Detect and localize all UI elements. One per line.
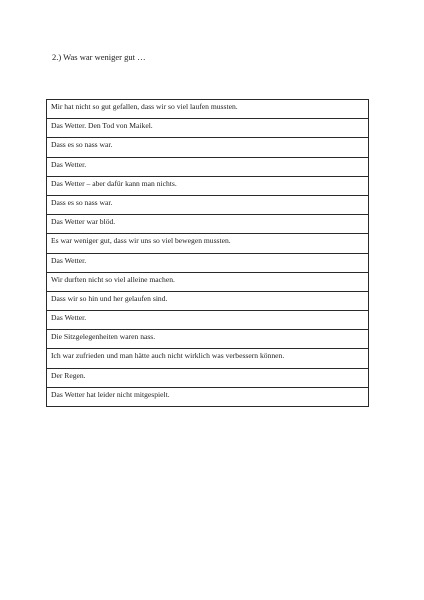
table-row xyxy=(47,176,369,195)
table-row xyxy=(47,119,369,138)
table-row xyxy=(47,100,369,119)
question-heading: 2.) Was war weniger gut … xyxy=(52,52,146,62)
answer-cell: Mir hat nicht so gut gefallen, dass wir so viel laufen mussten. xyxy=(47,100,369,119)
answer-cell: Die Sitzgelegenheiten waren nass. xyxy=(47,330,369,349)
answers-table-body xyxy=(47,100,369,407)
table-row xyxy=(47,387,369,406)
table-row xyxy=(47,253,369,272)
table-row xyxy=(47,291,369,310)
answer-cell: Das Wetter. xyxy=(47,311,369,330)
answer-cell: Das Wetter – aber dafür kann man nichts. xyxy=(47,176,369,195)
answer-cell: Ich war zufrieden und man hätte auch nicht wirklich was verbessern können. xyxy=(47,349,369,368)
table-row xyxy=(47,330,369,349)
answer-cell: Wir durften nicht so viel alleine machen. xyxy=(47,272,369,291)
answer-cell: Das Wetter. xyxy=(47,253,369,272)
table-row xyxy=(47,311,369,330)
table-row xyxy=(47,215,369,234)
table-row xyxy=(47,349,369,368)
table-row xyxy=(47,157,369,176)
table-row xyxy=(47,368,369,387)
table-row xyxy=(47,234,369,253)
answer-cell: Es war weniger gut, dass wir uns so viel bewegen mussten. xyxy=(47,234,369,253)
answers-table xyxy=(46,99,369,407)
answer-cell: Das Wetter. xyxy=(47,157,369,176)
answer-cell: Das Wetter. Den Tod von Maikel. xyxy=(47,119,369,138)
table-row xyxy=(47,195,369,214)
answer-cell: Das Wetter war blöd. xyxy=(47,215,369,234)
answer-cell: Dass wir so hin und her gelaufen sind. xyxy=(47,291,369,310)
answer-cell: Dass es so nass war. xyxy=(47,195,369,214)
answer-cell: Dass es so nass war. xyxy=(47,138,369,157)
table-row xyxy=(47,138,369,157)
table-row xyxy=(47,272,369,291)
answer-cell: Der Regen. xyxy=(47,368,369,387)
answer-cell: Das Wetter hat leider nicht mitgespielt. xyxy=(47,387,369,406)
